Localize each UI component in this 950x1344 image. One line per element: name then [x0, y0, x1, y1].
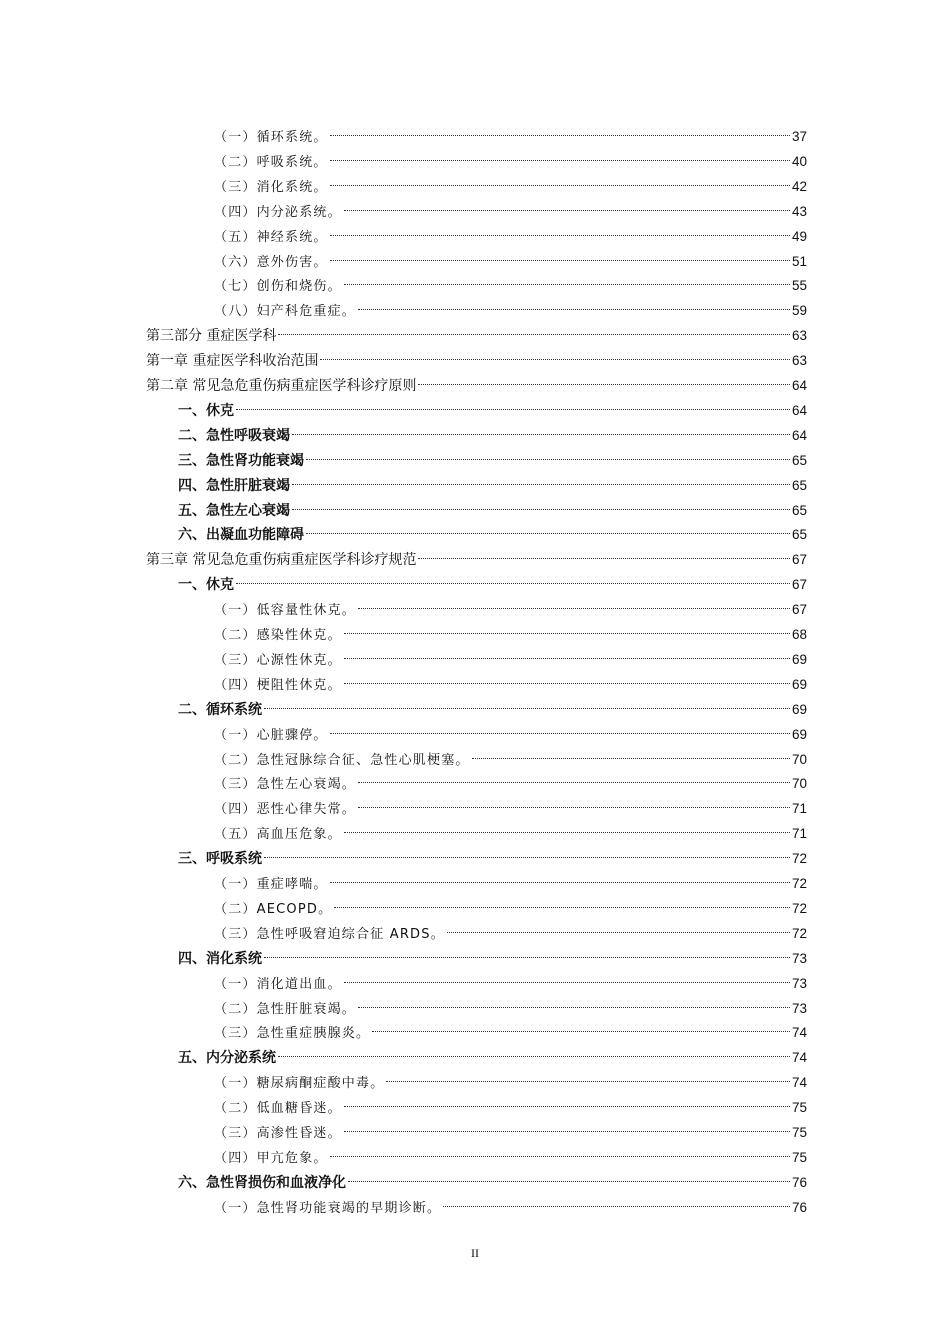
toc-entry-line: [214, 722, 807, 747]
toc-entry-line: [178, 846, 807, 871]
toc-entry[interactable]: [0, 124, 950, 149]
toc-entry-line: [214, 796, 807, 821]
toc-entry-page: 76: [791, 1174, 807, 1190]
toc-entry-page: 71: [791, 801, 807, 817]
toc-entry-title: （二）AECOPD。: [214, 901, 333, 917]
toc-entry-line: [178, 398, 807, 423]
toc-entry[interactable]: [0, 174, 950, 199]
toc-entry-page: 73: [791, 1000, 807, 1016]
toc-entry[interactable]: [0, 622, 950, 647]
toc-entry-line: [214, 199, 807, 224]
toc-entry-page: 71: [791, 826, 807, 842]
toc-entry[interactable]: [0, 946, 950, 971]
toc-entry-title: （四）梗阻性休克。: [214, 677, 342, 693]
toc-dot-leader: [358, 1007, 790, 1008]
toc-entry-line: [146, 373, 807, 398]
toc-entry-page: 73: [791, 950, 807, 966]
toc-entry-title: （三）心源性休克。: [214, 652, 342, 668]
toc-entry-title: （二）急性肝脏衰竭。: [214, 1001, 357, 1017]
toc-entry-line: [214, 821, 807, 846]
toc-entry-line: [214, 1195, 807, 1220]
toc-entry-page: 74: [791, 1025, 807, 1041]
toc-dot-leader: [264, 708, 790, 709]
toc-entry-title: （四）内分泌系统。: [214, 204, 342, 220]
toc-dot-leader: [330, 135, 790, 136]
toc-dot-leader: [330, 1156, 790, 1157]
toc-entry-line: [214, 1070, 807, 1095]
toc-entry-line: [146, 348, 807, 373]
toc-dot-leader: [358, 782, 790, 783]
toc-entry[interactable]: [0, 1045, 950, 1070]
toc-entry[interactable]: [0, 448, 950, 473]
toc-entry-line: [178, 473, 807, 498]
toc-entry-line: [178, 572, 807, 597]
toc-dot-leader: [278, 1056, 790, 1057]
toc-dot-leader: [292, 434, 790, 435]
toc-dot-leader: [447, 932, 790, 933]
toc-entry-page: 51: [791, 253, 807, 269]
toc-entry-page: 74: [791, 1075, 807, 1091]
toc-entry-line: [214, 1120, 807, 1145]
toc-dot-leader: [320, 359, 790, 360]
toc-entry[interactable]: [0, 1095, 950, 1120]
toc-entry[interactable]: [0, 522, 950, 547]
toc-entry-page: 72: [791, 876, 807, 891]
toc-dot-leader: [386, 1081, 790, 1082]
toc-entry-title: （二）低血糖昏迷。: [214, 1101, 342, 1117]
toc-entry-line: [214, 771, 807, 796]
toc-entry-page: 59: [791, 303, 807, 319]
toc-entry-line: [214, 971, 807, 996]
toc-entry-page: 69: [791, 726, 807, 742]
toc-dot-leader: [344, 1106, 790, 1107]
toc-entry-line: [214, 1145, 807, 1170]
toc-dot-leader: [334, 907, 790, 908]
toc-entry-page: 37: [791, 129, 807, 144]
toc-entry-page: 67: [791, 602, 807, 618]
toc-entry[interactable]: [0, 971, 950, 996]
toc-dot-leader: [418, 558, 790, 559]
toc-entry-title: （六）意外伤害。: [214, 254, 328, 270]
toc-entry-page: 72: [791, 900, 807, 916]
toc-entry-line: [214, 672, 807, 697]
toc-entry-title: 第三章 常见急危重伤病重症医学科诊疗规范: [146, 552, 417, 569]
toc-entry-line: [214, 647, 807, 672]
toc-dot-leader: [418, 384, 790, 385]
toc-entry-title: 二、循环系统: [178, 701, 262, 718]
toc-entry-title: （三）高渗性昏迷。: [214, 1126, 342, 1141]
toc-dot-leader: [236, 583, 790, 584]
toc-entry-title: （五）高血压危象。: [214, 827, 342, 843]
toc-entry[interactable]: [0, 722, 950, 747]
toc-entry-line: [214, 224, 807, 249]
toc-entry-page: 65: [791, 502, 807, 518]
toc-entry-line: [214, 1095, 807, 1120]
toc-entry-page: 55: [791, 278, 807, 294]
toc-entry[interactable]: [0, 1020, 950, 1045]
toc-entry-line: [214, 896, 807, 921]
toc-entry-line: [178, 697, 807, 722]
toc-dot-leader: [292, 484, 790, 485]
toc-dot-leader: [344, 683, 790, 684]
toc-entry[interactable]: [0, 1195, 950, 1220]
toc-entry-page: 69: [791, 676, 807, 692]
toc-entry-page: 43: [791, 203, 807, 219]
toc-entry-line: [214, 124, 807, 149]
toc-entry-page: 70: [791, 751, 807, 767]
toc-entry-line: [214, 921, 807, 946]
toc-entry-page: 63: [791, 353, 807, 369]
toc-dot-leader: [306, 459, 790, 460]
toc-entry-title: （七）创伤和烧伤。: [214, 279, 342, 295]
toc-entry[interactable]: [0, 896, 950, 921]
toc-entry-title: （八）妇产科危重症。: [214, 304, 357, 320]
toc-entry-line: [214, 622, 807, 647]
toc-entry-page: 75: [791, 1100, 807, 1116]
toc-dot-leader: [344, 1131, 790, 1132]
toc-entry-line: [214, 298, 807, 323]
toc-entry-page: 65: [791, 452, 807, 468]
toc-entry-line: [178, 423, 807, 448]
toc-entry-title: （五）神经系统。: [214, 229, 328, 245]
toc-entry-line: [214, 1020, 807, 1045]
toc-entry-title: （三）急性左心衰竭。: [214, 777, 357, 793]
toc-dot-leader: [330, 733, 790, 734]
toc-entry-title: （一）糖尿病酮症酸中毒。: [214, 1076, 385, 1092]
toc-entry-title: （三）急性重症胰腺炎。: [214, 1026, 371, 1042]
toc-entry[interactable]: [0, 1170, 950, 1195]
toc-entry-page: 65: [791, 477, 807, 493]
toc-entry[interactable]: [0, 1120, 950, 1145]
toc-entry-page: 69: [791, 701, 807, 717]
toc-dot-leader: [372, 1031, 790, 1032]
toc-entry[interactable]: [0, 323, 950, 348]
toc-entry-title: （一）低容量性休克。: [214, 603, 357, 619]
toc-entry[interactable]: [0, 547, 950, 572]
toc-entry-line: [214, 996, 807, 1021]
toc-entry-title: （一）急性肾功能衰竭的早期诊断。: [214, 1200, 442, 1216]
toc-dot-leader: [236, 409, 790, 410]
toc-dot-leader: [358, 309, 790, 310]
toc-entry[interactable]: [0, 1145, 950, 1170]
toc-dot-leader: [344, 982, 790, 983]
toc-entry-page: 67: [791, 577, 807, 593]
toc-dot-leader: [330, 185, 790, 186]
toc-entry-page: 49: [791, 228, 807, 244]
toc-dot-leader: [472, 758, 790, 759]
toc-entry-line: [214, 149, 807, 174]
toc-entry[interactable]: [0, 1070, 950, 1095]
toc-dot-leader: [344, 633, 790, 634]
toc-entry-title: 一、休克: [178, 402, 234, 419]
toc-entry-title: 五、内分泌系统: [178, 1050, 276, 1067]
toc-entry[interactable]: [0, 298, 950, 323]
toc-entry[interactable]: [0, 498, 950, 523]
toc-entry-title: （一）重症哮喘。: [214, 877, 328, 892]
toc-entry[interactable]: [0, 996, 950, 1021]
toc-entry-line: [178, 1045, 807, 1070]
toc-entry-line: [146, 323, 807, 348]
toc-entry[interactable]: [0, 149, 950, 174]
toc-entry[interactable]: [0, 473, 950, 498]
toc-entry-line: [178, 522, 807, 547]
toc-entry-page: 67: [791, 552, 807, 568]
toc-dot-leader: [443, 1206, 790, 1207]
toc-dot-leader: [344, 284, 790, 285]
toc-entry[interactable]: [0, 249, 950, 274]
toc-dot-leader: [330, 882, 790, 883]
toc-entry-page: 68: [791, 627, 807, 642]
toc-entry[interactable]: [0, 273, 950, 298]
toc-entry[interactable]: [0, 697, 950, 722]
toc-dot-leader: [292, 509, 790, 510]
toc-dot-leader: [306, 533, 790, 534]
toc-entry-title: 二、急性呼吸衰竭: [178, 427, 290, 444]
toc-dot-leader: [264, 957, 790, 958]
toc-entry-page: 75: [791, 1149, 807, 1165]
toc-entry-line: [214, 273, 807, 298]
toc-entry-title: 第一章 重症医学科收治范围: [146, 353, 319, 370]
toc-dot-leader: [348, 1181, 790, 1182]
toc-dot-leader: [344, 210, 790, 211]
toc-entry[interactable]: [0, 398, 950, 423]
toc-entry-page: 76: [791, 1199, 807, 1215]
toc-entry-page: 42: [791, 178, 807, 194]
toc-entry[interactable]: [0, 747, 950, 772]
toc-entry-line: [178, 498, 807, 523]
toc-entry-page: 40: [791, 153, 807, 169]
toc-entry[interactable]: [0, 348, 950, 373]
toc-dot-leader: [330, 160, 790, 161]
toc-entry-line: [214, 747, 807, 772]
toc-entry-page: 72: [791, 851, 807, 867]
toc-dot-leader: [358, 807, 790, 808]
toc-entry-page: 64: [791, 378, 807, 393]
toc-entry-page: 72: [791, 925, 807, 941]
toc-entry[interactable]: [0, 597, 950, 622]
toc-entry-page: 73: [791, 975, 807, 991]
toc-entry-title: （二）感染性休克。: [214, 628, 342, 643]
toc-entry-page: 64: [791, 402, 807, 418]
toc-entry-title: （三）急性呼吸窘迫综合征 ARDS。: [214, 926, 445, 942]
toc-entry[interactable]: [0, 771, 950, 796]
toc-entry[interactable]: [0, 796, 950, 821]
toc-entry-title: 六、出凝血功能障碍: [178, 527, 304, 544]
toc-entry-title: （一）循环系统。: [214, 130, 328, 145]
toc-entry[interactable]: [0, 871, 950, 896]
toc-entry-page: 63: [791, 328, 807, 344]
toc-dot-leader: [264, 857, 790, 858]
toc-entry-title: 三、呼吸系统: [178, 851, 262, 868]
toc-entry[interactable]: [0, 921, 950, 946]
toc-entry-line: [214, 871, 807, 896]
toc-dot-leader: [330, 260, 790, 261]
toc-entry-title: 三、急性肾功能衰竭: [178, 452, 304, 469]
toc-dot-leader: [278, 334, 790, 335]
toc-entry[interactable]: [0, 821, 950, 846]
toc-entry-line: [178, 946, 807, 971]
toc-entry-title: （四）甲亢危象。: [214, 1150, 328, 1166]
toc-entry-title: （一）心脏骤停。: [214, 727, 328, 743]
toc-entry[interactable]: [0, 572, 950, 597]
toc-entry-title: 第二章 常见急危重伤病重症医学科诊疗原则: [146, 378, 417, 394]
toc-entry[interactable]: [0, 647, 950, 672]
toc-entry[interactable]: [0, 423, 950, 448]
toc-entry-line: [214, 597, 807, 622]
toc-entry-page: 74: [791, 1050, 807, 1066]
toc-dot-leader: [344, 832, 790, 833]
page-number: II: [471, 1246, 479, 1260]
toc-dot-leader: [358, 608, 790, 609]
toc-entry-line: [178, 1170, 807, 1195]
toc-entry-title: 第三部分 重症医学科: [146, 328, 277, 345]
toc-dot-leader: [344, 658, 790, 659]
toc-entry[interactable]: [0, 224, 950, 249]
toc-entry-title: （三）消化系统。: [214, 179, 328, 195]
toc-entry-line: [214, 249, 807, 274]
toc-entry-title: 一、休克: [178, 577, 234, 594]
toc-entry[interactable]: [0, 672, 950, 697]
toc-entry-title: （二）呼吸系统。: [214, 154, 328, 170]
toc-entry-line: [214, 174, 807, 199]
toc-entry-title: 六、急性肾损伤和血液净化: [178, 1174, 346, 1191]
toc-entry-title: 四、急性肝脏衰竭: [178, 477, 290, 494]
toc-entry-title: （一）消化道出血。: [214, 976, 342, 992]
toc-entry-page: 65: [791, 527, 807, 543]
toc-entry[interactable]: [0, 846, 950, 871]
toc-entry-page: 75: [791, 1125, 807, 1140]
toc-entry-page: 70: [791, 776, 807, 792]
toc-entry-page: 69: [791, 651, 807, 667]
toc-dot-leader: [330, 235, 790, 236]
toc-entry-title: 四、消化系统: [178, 950, 262, 967]
toc-entry-line: [178, 448, 807, 473]
toc-entry[interactable]: [0, 373, 950, 398]
toc-entry-title: （二）急性冠脉综合征、急性心肌梗塞。: [214, 752, 470, 768]
toc-entry-title: （四）恶性心律失常。: [214, 802, 357, 818]
toc-entry[interactable]: [0, 199, 950, 224]
toc-entry-title: 五、急性左心衰竭: [178, 502, 290, 519]
toc-entry-line: [146, 547, 807, 572]
toc-entry-page: 64: [791, 427, 807, 443]
